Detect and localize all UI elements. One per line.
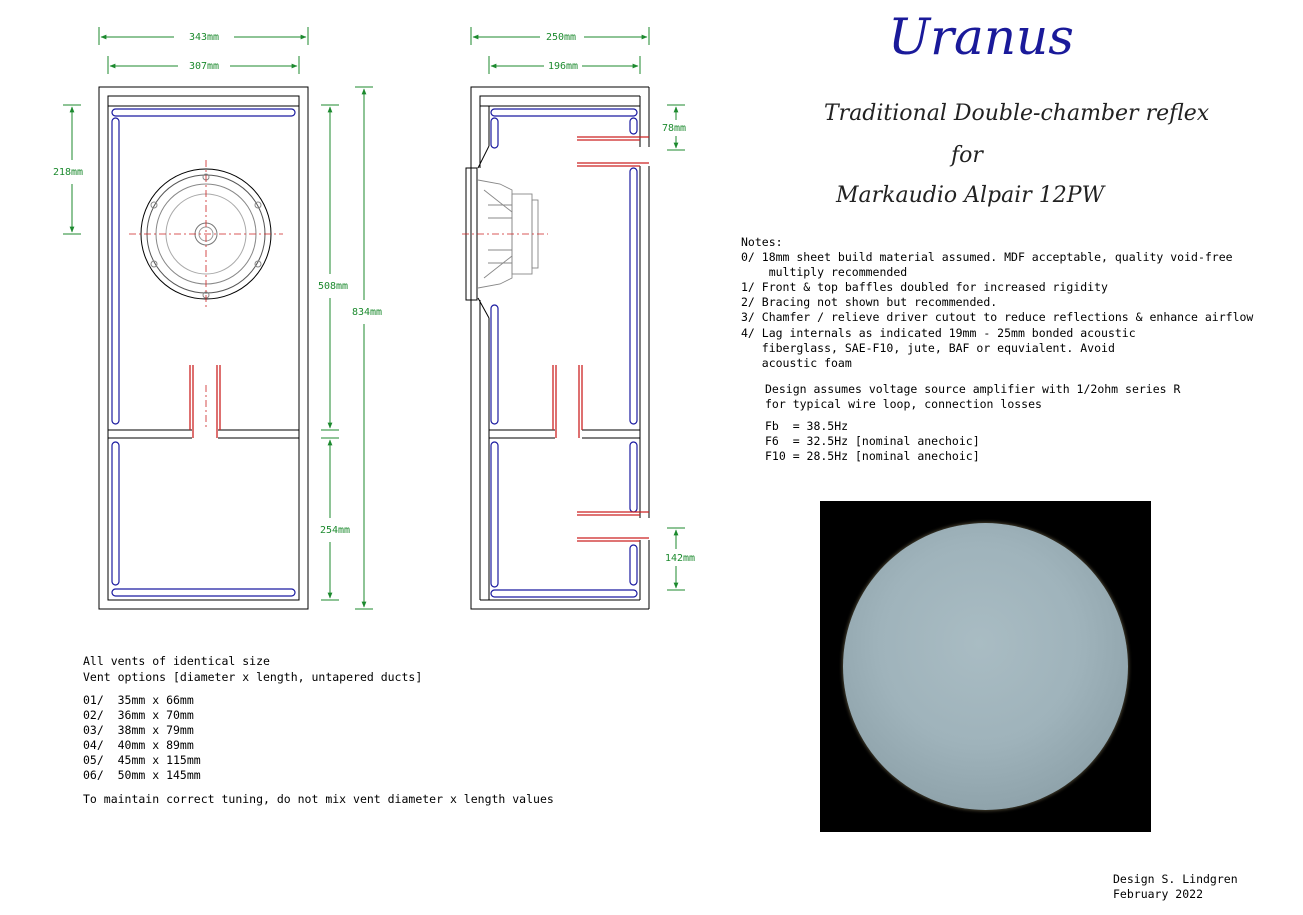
design-date: February 2022 [1113, 887, 1204, 901]
design-assumption-line: Design assumes voltage source amplifier with 1/2ohm series R [765, 382, 1181, 396]
uranus-photo [820, 501, 1151, 832]
front-centerline [129, 160, 283, 430]
note-line: 2/ Bracing not shown but recommended. [741, 295, 998, 309]
dim-side-outer-depth: 250mm [545, 32, 577, 43]
vent-option: 01/ 35mm x 66mm [83, 693, 194, 707]
dim-upper-chamber: 508mm [317, 281, 349, 292]
note-line: 4/ Lag internals as indicated 19mm - 25mm bonded acoustic [741, 326, 1136, 340]
subtitle-line-3: Markaudio Alpair 12PW [836, 183, 1105, 208]
vent-option: 04/ 40mm x 89mm [83, 738, 194, 752]
side-dimensions [471, 27, 685, 590]
vent-option: 05/ 45mm x 115mm [83, 753, 201, 767]
note-line: 1/ Front & top baffles doubled for increased rigidity [741, 280, 1108, 294]
vent-option: 06/ 50mm x 145mm [83, 768, 201, 782]
planet-disc [843, 523, 1128, 810]
dim-bottom-port: 142mm [664, 553, 696, 564]
side-lagging [491, 109, 637, 597]
dim-driver-center: 218mm [52, 167, 84, 178]
vent-option: 03/ 38mm x 79mm [83, 723, 194, 737]
dim-lower-chamber: 254mm [319, 525, 351, 536]
subtitle-line-1: Traditional Double-chamber reflex [824, 101, 1210, 126]
tuning-f10: F10 = 28.5Hz [nominal anechoic] [765, 449, 980, 463]
front-lagging [112, 109, 295, 596]
dim-side-inner-depth: 196mm [547, 61, 579, 72]
note-line: fiberglass, SAE-F10, jute, BAF or equvialent. Avoid [741, 341, 1115, 355]
page-title: Uranus [888, 8, 1074, 66]
front-view [99, 87, 308, 609]
front-dimensions [63, 27, 373, 609]
tuning-f6: F6 = 32.5Hz [nominal anechoic] [765, 434, 980, 448]
tuning-fb: Fb = 38.5Hz [765, 419, 849, 433]
dim-overall-height: 834mm [351, 307, 383, 318]
vents-header-line: Vent options [diameter x length, untapered ducts] [83, 670, 423, 684]
side-view [466, 87, 649, 609]
vent-option: 02/ 36mm x 70mm [83, 708, 194, 722]
front-vent [190, 365, 220, 438]
note-line: acoustic foam [741, 356, 852, 370]
note-line: multiply recommended [741, 265, 908, 279]
side-vents [553, 137, 649, 541]
note-line: 0/ 18mm sheet build material assumed. MDF acceptable, quality void-free [741, 250, 1233, 264]
designer-credit: Design S. Lindgren [1113, 872, 1238, 886]
design-assumption-line: for typical wire loop, connection losses [765, 397, 1042, 411]
dim-front-inner-width: 307mm [188, 61, 220, 72]
subtitle-line-2: for [951, 143, 983, 168]
vents-footer: To maintain correct tuning, do not mix vent diameter x length values [83, 792, 554, 806]
note-line: 3/ Chamfer / relieve driver cutout to reduce reflections & enhance airflow [741, 310, 1254, 324]
dim-top-port: 78mm [661, 123, 687, 134]
vents-header-line: All vents of identical size [83, 654, 270, 668]
dim-front-outer-width: 343mm [188, 32, 220, 43]
notes-heading: Notes: [741, 235, 783, 249]
